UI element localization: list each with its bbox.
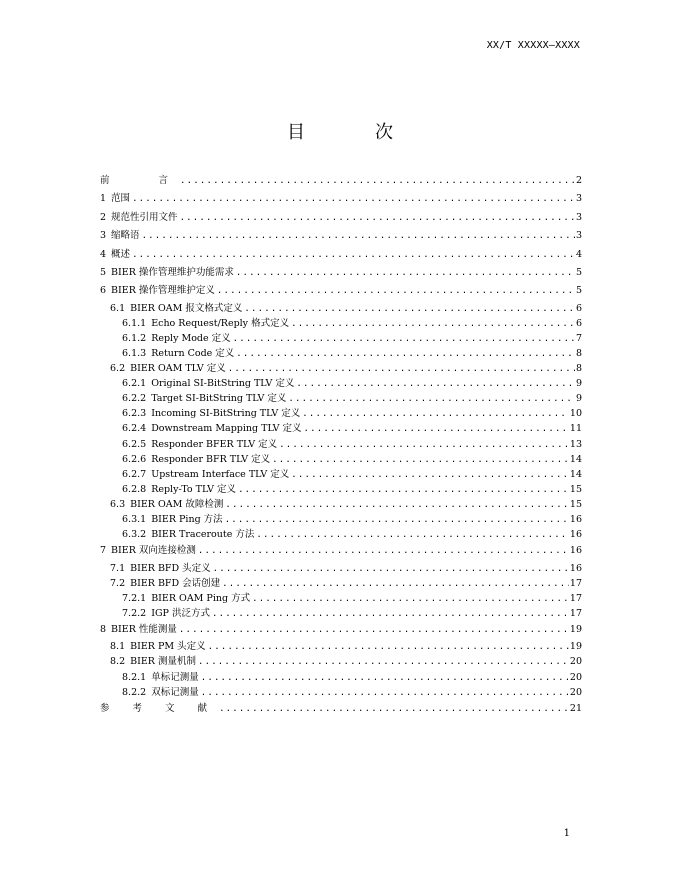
dot-leader	[252, 592, 569, 606]
dot-leader	[244, 302, 575, 316]
toc-entry[interactable]	[100, 227, 582, 245]
toc-entry[interactable]	[100, 654, 582, 669]
toc-entry-page: 17	[569, 607, 582, 619]
toc-entry[interactable]	[100, 606, 582, 621]
toc-entry-page: 10	[569, 408, 582, 420]
toc-entry-number: 4	[100, 248, 107, 260]
toc-entry-page: 9	[575, 393, 582, 405]
dot-leader	[272, 453, 569, 467]
toc-entry-label	[100, 227, 142, 245]
toc-entry-label	[110, 576, 222, 591]
toc-entry-label	[110, 639, 208, 654]
dot-leader	[219, 700, 569, 718]
toc-entry-title: 范围	[111, 193, 131, 205]
toc-entry-number: 6.2.5	[122, 438, 147, 450]
toc-entry[interactable]	[100, 246, 582, 264]
toc-entry-title: 单标记测量	[151, 671, 199, 683]
toc-entry-page: 19	[569, 624, 582, 635]
toc-entry-title: Reply-To TLV 定义	[151, 483, 237, 495]
toc-entry-number: 6.1.1	[122, 317, 147, 329]
dot-leader	[180, 172, 575, 190]
toc-entry[interactable]	[100, 621, 582, 639]
toc-entry[interactable]	[100, 467, 582, 482]
toc-entry-label	[100, 209, 180, 227]
toc-entry[interactable]	[100, 482, 582, 497]
toc-entry[interactable]	[100, 437, 582, 452]
toc-entry[interactable]	[100, 561, 582, 576]
page-number: 1	[563, 828, 570, 839]
toc-entry[interactable]	[100, 264, 582, 282]
dot-leader	[198, 655, 569, 669]
toc-entry-page: 8	[575, 363, 582, 375]
toc-entry-number: 6.1.2	[122, 332, 147, 344]
toc-entry-label	[100, 172, 180, 190]
toc-entry-page: 20	[569, 686, 582, 698]
toc-entry-number: 7.1	[110, 562, 126, 574]
dot-leader	[228, 362, 575, 376]
toc-entry-page: 2	[575, 175, 582, 186]
toc-entry-page: 16	[569, 529, 582, 541]
dot-leader	[238, 483, 569, 497]
toc-entry-number: 6	[100, 285, 107, 297]
toc-entry[interactable]	[100, 282, 582, 300]
toc-entry[interactable]	[100, 406, 582, 421]
dot-leader	[225, 498, 569, 512]
toc-entry-title: Downstream Mapping TLV 定义	[151, 423, 302, 435]
toc-entry-page: 16	[569, 545, 582, 557]
toc-entry-number: 6.2.3	[122, 408, 147, 420]
toc-entry-label	[110, 561, 213, 576]
dot-leader	[302, 407, 569, 421]
toc-entry-page: 5	[575, 285, 582, 297]
toc-entry-label	[110, 497, 225, 512]
toc-entry-title: Upstream Interface TLV 定义	[151, 468, 290, 480]
dot-leader	[208, 640, 569, 654]
toc-entry-label	[122, 376, 296, 391]
toc-entry-number: 2	[100, 211, 107, 223]
toc-entry-title: IGP 洪泛方式	[151, 607, 210, 619]
toc-entry-label	[100, 542, 198, 560]
toc-entry-number: 3	[100, 230, 107, 242]
toc-entry[interactable]	[100, 497, 582, 512]
toc-entry-title: BIER OAM TLV 定义	[130, 363, 226, 375]
dot-leader	[212, 607, 569, 621]
toc-entry-title: Target SI-BitString TLV 定义	[151, 393, 287, 405]
dot-leader	[180, 209, 575, 227]
toc-entry-number: 7.2.2	[122, 607, 147, 619]
toc-entry-title: Echo Request/Reply 格式定义	[151, 317, 290, 329]
dot-leader	[201, 686, 569, 700]
dot-leader	[304, 422, 569, 436]
toc-entry-page: 21	[569, 702, 582, 714]
toc-entry-label	[100, 190, 132, 208]
toc-entry[interactable]	[100, 421, 582, 436]
dot-leader	[279, 438, 569, 452]
toc-entry-title: BIER 性能测量	[111, 624, 177, 635]
toc-entry-title: BIER Traceroute 方法	[151, 529, 255, 541]
toc-entry-label	[110, 301, 244, 316]
toc-entry[interactable]	[100, 452, 582, 467]
toc-entry-label	[122, 316, 291, 331]
dot-leader	[291, 317, 575, 331]
toc-entry[interactable]	[100, 591, 582, 606]
toc-entry-label	[100, 700, 219, 718]
dot-leader	[201, 671, 569, 685]
toc-entry-label	[100, 246, 132, 264]
toc-entry[interactable]	[100, 346, 582, 361]
toc-entry-page: 20	[569, 656, 582, 668]
toc-entry-title: Return Code 定义	[151, 348, 235, 360]
toc-entry-page: 5	[575, 266, 582, 278]
toc-entry-page: 4	[575, 248, 582, 260]
toc-entry-label	[122, 391, 288, 406]
toc-entry-label	[122, 406, 302, 421]
toc-entry[interactable]	[100, 331, 582, 346]
toc-entry-title: BIER 操作管理维护定义	[111, 285, 215, 297]
toc-entry[interactable]	[100, 301, 582, 316]
toc-entry-label	[122, 467, 291, 482]
dot-leader	[142, 227, 575, 245]
toc-entry-number: 6.3.1	[122, 514, 147, 526]
toc-entry-page: 6	[575, 317, 582, 329]
toc-entry-title: BIER PM 头定义	[130, 641, 206, 653]
toc-entry-label	[122, 331, 233, 346]
dot-leader	[236, 264, 575, 282]
toc-entry-number: 8.1	[110, 641, 126, 653]
toc-entry-number: 6.2.6	[122, 453, 147, 465]
toc-entry-number: 7.2	[110, 577, 126, 589]
toc-entry-label	[122, 685, 201, 700]
toc-entry[interactable]	[100, 670, 582, 685]
toc-entry-label	[110, 654, 198, 669]
toc-entry-label	[100, 621, 179, 639]
toc-entry-page: 19	[569, 641, 582, 653]
toc-entry-label	[122, 512, 225, 527]
toc-entry-page: 3	[575, 211, 582, 223]
dot-leader	[291, 468, 569, 482]
toc-entry-title: Incoming SI-BitString TLV 定义	[151, 408, 301, 420]
toc-entry-number: 8.2	[110, 656, 126, 668]
toc-entry-title: BIER OAM 故障检测	[130, 498, 224, 510]
toc-entry-page: 13	[569, 438, 582, 450]
dot-leader	[222, 577, 569, 591]
toc-entry-number: 6.3.2	[122, 529, 147, 541]
table-of-contents	[100, 172, 582, 718]
toc-entry-title: 参 考 文 献	[100, 702, 218, 714]
toc-entry-title: 规范性引用文件	[111, 211, 178, 223]
dot-leader	[198, 542, 569, 560]
dot-leader	[217, 282, 575, 300]
toc-entry-number: 8.2.2	[122, 686, 147, 698]
dot-leader	[213, 562, 569, 576]
toc-entry-number: 6.2.7	[122, 468, 147, 480]
toc-entry-page: 15	[569, 498, 582, 510]
toc-entry[interactable]	[100, 172, 582, 190]
toc-entry-title: 前 言	[100, 175, 179, 186]
toc-entry-title: Reply Mode 定义	[151, 332, 231, 344]
toc-entry-page: 7	[575, 332, 582, 344]
toc-entry-label	[100, 264, 236, 282]
toc-entry-page: 16	[569, 514, 582, 526]
toc-entry-title: BIER Ping 方法	[151, 514, 223, 526]
dot-leader	[225, 513, 569, 527]
toc-entry[interactable]	[100, 639, 582, 654]
toc-entry-title: 缩略语	[111, 230, 140, 242]
dot-leader	[233, 332, 575, 346]
dot-leader	[132, 190, 575, 208]
toc-entry-page: 8	[575, 348, 582, 360]
toc-entry-label	[122, 591, 252, 606]
toc-entry-number: 1	[100, 193, 107, 205]
toc-entry-title: Original SI-BitString TLV 定义	[151, 378, 295, 390]
dot-leader	[132, 246, 575, 264]
toc-entry-label	[100, 282, 217, 300]
toc-entry[interactable]	[100, 576, 582, 591]
toc-entry[interactable]	[100, 209, 582, 227]
toc-entry-number: 6.1	[110, 302, 126, 314]
toc-entry-number: 7	[100, 545, 107, 557]
toc-entry-label	[122, 670, 201, 685]
toc-entry[interactable]	[100, 361, 582, 376]
toc-entry-label	[122, 482, 238, 497]
toc-entry-title: BIER 操作管理维护功能需求	[111, 266, 234, 278]
toc-entry-label	[122, 421, 304, 436]
toc-entry-page: 14	[569, 453, 582, 465]
toc-entry-label	[122, 437, 279, 452]
toc-entry-page: 17	[569, 577, 582, 589]
toc-entry-page: 3	[575, 230, 582, 242]
dot-leader	[288, 392, 575, 406]
toc-entry-number: 7.2.1	[122, 592, 147, 604]
toc-entry[interactable]	[100, 391, 582, 406]
toc-entry-label	[110, 361, 228, 376]
toc-entry-page: 16	[569, 562, 582, 574]
toc-entry-number: 8.2.1	[122, 671, 147, 683]
toc-entry[interactable]	[100, 542, 582, 560]
toc-entry-number: 6.1.3	[122, 348, 147, 360]
toc-entry-page: 17	[569, 592, 582, 604]
toc-entry-title: 双标记测量	[151, 686, 199, 698]
toc-entry-label	[122, 606, 212, 621]
toc-entry[interactable]	[100, 700, 582, 718]
toc-entry-label	[122, 527, 256, 542]
toc-entry-page: 3	[575, 193, 582, 205]
toc-entry-page: 6	[575, 302, 582, 314]
toc-entry-number: 6.2.1	[122, 378, 147, 390]
toc-entry[interactable]	[100, 685, 582, 700]
toc-entry-title: BIER BFD 头定义	[130, 562, 211, 574]
toc-entry-title: BIER OAM 报文格式定义	[130, 302, 243, 314]
toc-entry-title: BIER OAM Ping 方式	[151, 592, 251, 604]
toc-entry-title: BIER BFD 会话创建	[130, 577, 221, 589]
toc-entry[interactable]	[100, 527, 582, 542]
toc-entry-number: 6.2	[110, 363, 126, 375]
dot-leader	[256, 528, 569, 542]
toc-entry[interactable]	[100, 316, 582, 331]
document-code: XX/T XXXXX—XXXX	[486, 40, 580, 51]
toc-entry-page: 9	[575, 378, 582, 390]
toc-entry-title: 概述	[111, 248, 131, 260]
toc-entry-label	[122, 346, 236, 361]
toc-entry-number: 6.2.4	[122, 423, 147, 435]
toc-entry-number: 6.2.2	[122, 393, 147, 405]
dot-leader	[236, 347, 575, 361]
toc-entry[interactable]	[100, 376, 582, 391]
toc-entry-page: 15	[569, 483, 582, 495]
toc-entry-number: 6.3	[110, 498, 126, 510]
toc-entry[interactable]	[100, 512, 582, 527]
dot-leader	[296, 377, 575, 391]
toc-entry-page: 14	[569, 468, 582, 480]
toc-title: 目 次	[287, 122, 419, 143]
toc-entry-page: 11	[569, 423, 582, 435]
toc-entry-number: 8	[100, 624, 107, 635]
toc-entry-title: BIER 测量机制	[130, 656, 196, 668]
toc-entry-number: 6.2.8	[122, 483, 147, 495]
toc-entry-title: Responder BFR TLV 定义	[151, 453, 271, 465]
toc-entry-number: 5	[100, 266, 107, 278]
toc-entry[interactable]	[100, 190, 582, 208]
toc-entry-title: BIER 双向连接检测	[111, 545, 196, 557]
dot-leader	[179, 621, 569, 639]
toc-entry-label	[122, 452, 272, 467]
toc-entry-page: 20	[569, 671, 582, 683]
toc-entry-title: Responder BFER TLV 定义	[151, 438, 278, 450]
